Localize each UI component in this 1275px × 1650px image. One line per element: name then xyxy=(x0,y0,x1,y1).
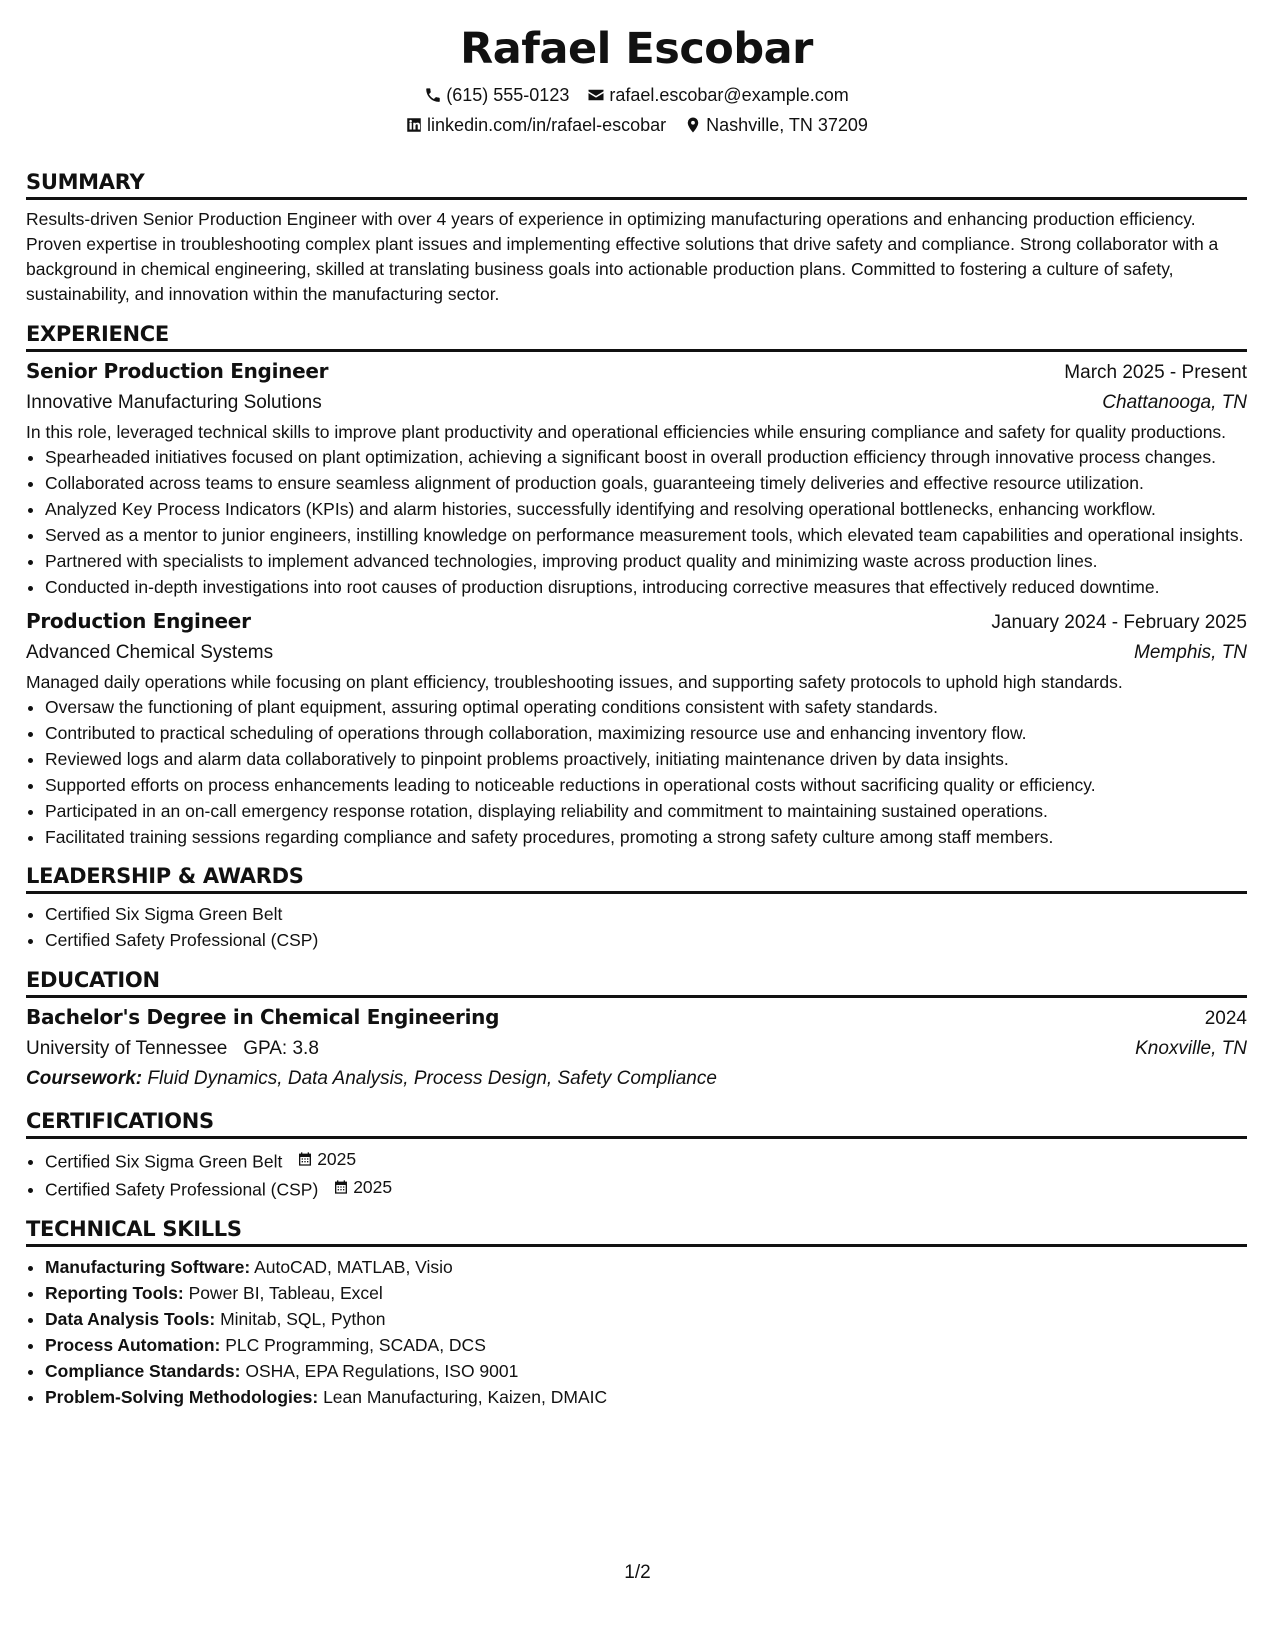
list-item: • Contributed to practical scheduling of operations through collaboration, maximizing resource use and enhancing inventory flow. xyxy=(45,721,1247,746)
list-item: • Partnered with specialists to implement advanced technologies, improving product quality and minimizing waste across production lines. xyxy=(45,549,1247,574)
degree-title: Bachelor's Degree in Chemical Engineering xyxy=(26,1004,500,1029)
skill-label: Reporting Tools: xyxy=(45,1282,184,1303)
section-title-summary: SUMMARY xyxy=(26,169,1247,200)
list-item: • Collaborated across teams to ensure seamless alignment of production goals, guaranteeing timely deliveries and effective resource utilization. xyxy=(45,471,1247,496)
skill-value: OSHA, EPA Regulations, ISO 9001 xyxy=(245,1360,519,1381)
skill-label: Compliance Standards: xyxy=(45,1360,241,1381)
job-entry xyxy=(26,356,1247,600)
list-item: • Spearheaded initiatives focused on plant optimization, achieving a significant boost in overall production efficiency through innovative process changes. xyxy=(45,445,1247,470)
skill-value: AutoCAD, MATLAB, Visio xyxy=(254,1256,453,1277)
phone-icon xyxy=(424,86,442,104)
coursework-line xyxy=(26,1064,1247,1094)
location-text: Nashville, TN 37209 xyxy=(706,115,868,135)
experience-section xyxy=(26,321,1247,849)
coursework-label: Coursework: xyxy=(26,1067,143,1089)
summary-section xyxy=(26,169,1247,307)
skill-label: Process Automation: xyxy=(45,1334,221,1355)
job-title-row xyxy=(26,356,1247,388)
section-title-education: EDUCATION xyxy=(26,967,1247,998)
cert-date xyxy=(297,1147,356,1172)
list-item xyxy=(45,1175,1247,1202)
linkedin-contact[interactable] xyxy=(405,114,666,136)
coursework-list: Fluid Dynamics, Data Analysis, Process Design, Safety Compliance xyxy=(147,1067,717,1089)
phone-contact xyxy=(424,84,569,106)
cert-year: 2025 xyxy=(353,1176,393,1197)
gpa: GPA: 3.8 xyxy=(243,1037,319,1059)
list-item xyxy=(45,1333,1247,1358)
list-item: • Certified Safety Professional (CSP) xyxy=(45,928,1247,953)
school-name: University of Tennessee xyxy=(26,1037,228,1059)
cert-name: Certified Safety Professional (CSP) xyxy=(45,1179,319,1199)
job-description: Managed daily operations while focusing on plant efficiency, troubleshooting issues, and supporting safety protocols to uphold high standards. xyxy=(26,671,1123,692)
list-item xyxy=(45,1385,1247,1410)
location-contact xyxy=(684,114,868,136)
job-dates: January 2024 - February 2025 xyxy=(991,611,1247,633)
job-company-row xyxy=(26,388,1247,418)
linkedin-link[interactable]: linkedin.com/in/rafael-escobar xyxy=(427,115,667,135)
contact-line-2 xyxy=(26,114,1247,136)
leadership-section xyxy=(26,863,1247,953)
list-item: • Analyzed Key Process Indicators (KPIs) and alarm histories, successfully identifying and resolving operational bottlenecks, enhancing workflow. xyxy=(45,497,1247,522)
skills-section xyxy=(26,1216,1247,1410)
skill-label: Data Analysis Tools: xyxy=(45,1308,216,1329)
degree-row xyxy=(26,1002,1247,1034)
contact-line-1 xyxy=(26,84,1247,106)
cert-name: Certified Six Sigma Green Belt xyxy=(45,1150,283,1171)
resume-header xyxy=(26,0,1247,136)
list-item xyxy=(45,1359,1247,1384)
school-row xyxy=(26,1034,1247,1064)
certifications-list xyxy=(26,1147,1247,1202)
page-number: 1/2 xyxy=(624,1562,651,1583)
skill-value: Minitab, SQL, Python xyxy=(220,1308,386,1329)
candidate-name: Rafael Escobar xyxy=(460,24,813,74)
map-pin-icon xyxy=(684,116,702,134)
certifications-section xyxy=(26,1108,1247,1202)
list-item xyxy=(45,1255,1247,1280)
summary-text: Results-driven Senior Production Engineer with over 4 years of experience in optimizing manufacturing operations and enhancing production efficiency. Proven expertise in troubleshooting complex plant issues and implementing effective solutions that drive safety and compliance. Strong collaborator with a background in chemical engineering, skilled at translating business goals into actionable production plans. Committed to fostering a culture of safety, sustainability, and innovation within the manufacturing sector. xyxy=(26,209,1219,304)
job-bullets xyxy=(26,445,1247,600)
skill-value: Power BI, Tableau, Excel xyxy=(188,1282,383,1303)
list-item: • Participated in an on-call emergency response rotation, displaying reliability and commitment to maintaining sustained operations. xyxy=(45,799,1247,824)
phone-text: (615) 555-0123 xyxy=(446,85,570,105)
job-company-row xyxy=(26,638,1247,668)
resume-page xyxy=(26,0,1247,1411)
skill-label: Manufacturing Software: xyxy=(45,1256,251,1277)
job-title: Production Engineer xyxy=(26,608,251,633)
job-dates: March 2025 - Present xyxy=(1064,362,1247,383)
degree-year: 2024 xyxy=(1204,1007,1247,1029)
leadership-list xyxy=(26,902,1247,953)
job-title-row xyxy=(26,606,1247,638)
skill-value: Lean Manufacturing, Kaizen, DMAIC xyxy=(323,1386,608,1407)
job-company: Advanced Chemical Systems xyxy=(26,641,274,663)
linkedin-icon xyxy=(405,116,423,134)
section-title-certifications: CERTIFICATIONS xyxy=(26,1108,1247,1139)
calendar-icon xyxy=(333,1179,349,1195)
list-item: • Reviewed logs and alarm data collaboratively to pinpoint problems proactively, initiating maintenance driven by data insights. xyxy=(45,747,1247,772)
email-contact[interactable] xyxy=(587,84,848,106)
list-item: • Conducted in-depth investigations into root causes of production disruptions, introducing corrective measures that effectively reduced downtime. xyxy=(45,575,1247,600)
skill-label: Problem-Solving Methodologies: xyxy=(45,1386,319,1407)
list-item xyxy=(45,1147,1247,1174)
section-title-experience: EXPERIENCE xyxy=(26,321,1247,352)
envelope-icon xyxy=(587,86,605,104)
list-item xyxy=(45,1281,1247,1306)
list-item: • Oversaw the functioning of plant equipment, assuring optimal operating conditions consistent with safety standards. xyxy=(45,695,1247,720)
list-item: • Certified Six Sigma Green Belt xyxy=(45,902,1247,927)
calendar-icon xyxy=(297,1151,313,1167)
skills-list xyxy=(26,1255,1247,1410)
job-title: Senior Production Engineer xyxy=(26,359,329,383)
list-item xyxy=(45,1307,1247,1332)
list-item: • Served as a mentor to junior engineers, instilling knowledge on performance measurement tools, which elevated team capabilities and operational insights. xyxy=(45,523,1247,548)
job-location: Chattanooga, TN xyxy=(1102,392,1247,413)
job-location: Memphis, TN xyxy=(1134,641,1247,663)
job-entry xyxy=(26,606,1247,850)
school-info xyxy=(26,1034,319,1064)
education-section xyxy=(26,967,1247,1094)
list-item: • Supported efforts on process enhancements leading to noticeable reductions in operational costs without sacrificing quality or efficiency. xyxy=(45,773,1247,798)
section-title-skills: TECHNICAL SKILLS xyxy=(26,1216,1247,1247)
job-company: Innovative Manufacturing Solutions xyxy=(26,392,322,413)
cert-date xyxy=(333,1175,392,1200)
skill-value: PLC Programming, SCADA, DCS xyxy=(225,1334,486,1355)
job-bullets xyxy=(26,695,1247,850)
school-location: Knoxville, TN xyxy=(1135,1037,1247,1059)
email-link[interactable]: rafael.escobar@example.com xyxy=(609,85,849,105)
section-title-leadership: LEADERSHIP & AWARDS xyxy=(26,863,1247,894)
job-description: In this role, leveraged technical skills to improve plant productivity and operational efficiencies while ensuring compliance and safety for quality productions. xyxy=(26,422,1227,442)
list-item: • Facilitated training sessions regarding compliance and safety procedures, promoting a strong safety culture among staff members. xyxy=(45,825,1247,850)
cert-year: 2025 xyxy=(317,1148,357,1169)
